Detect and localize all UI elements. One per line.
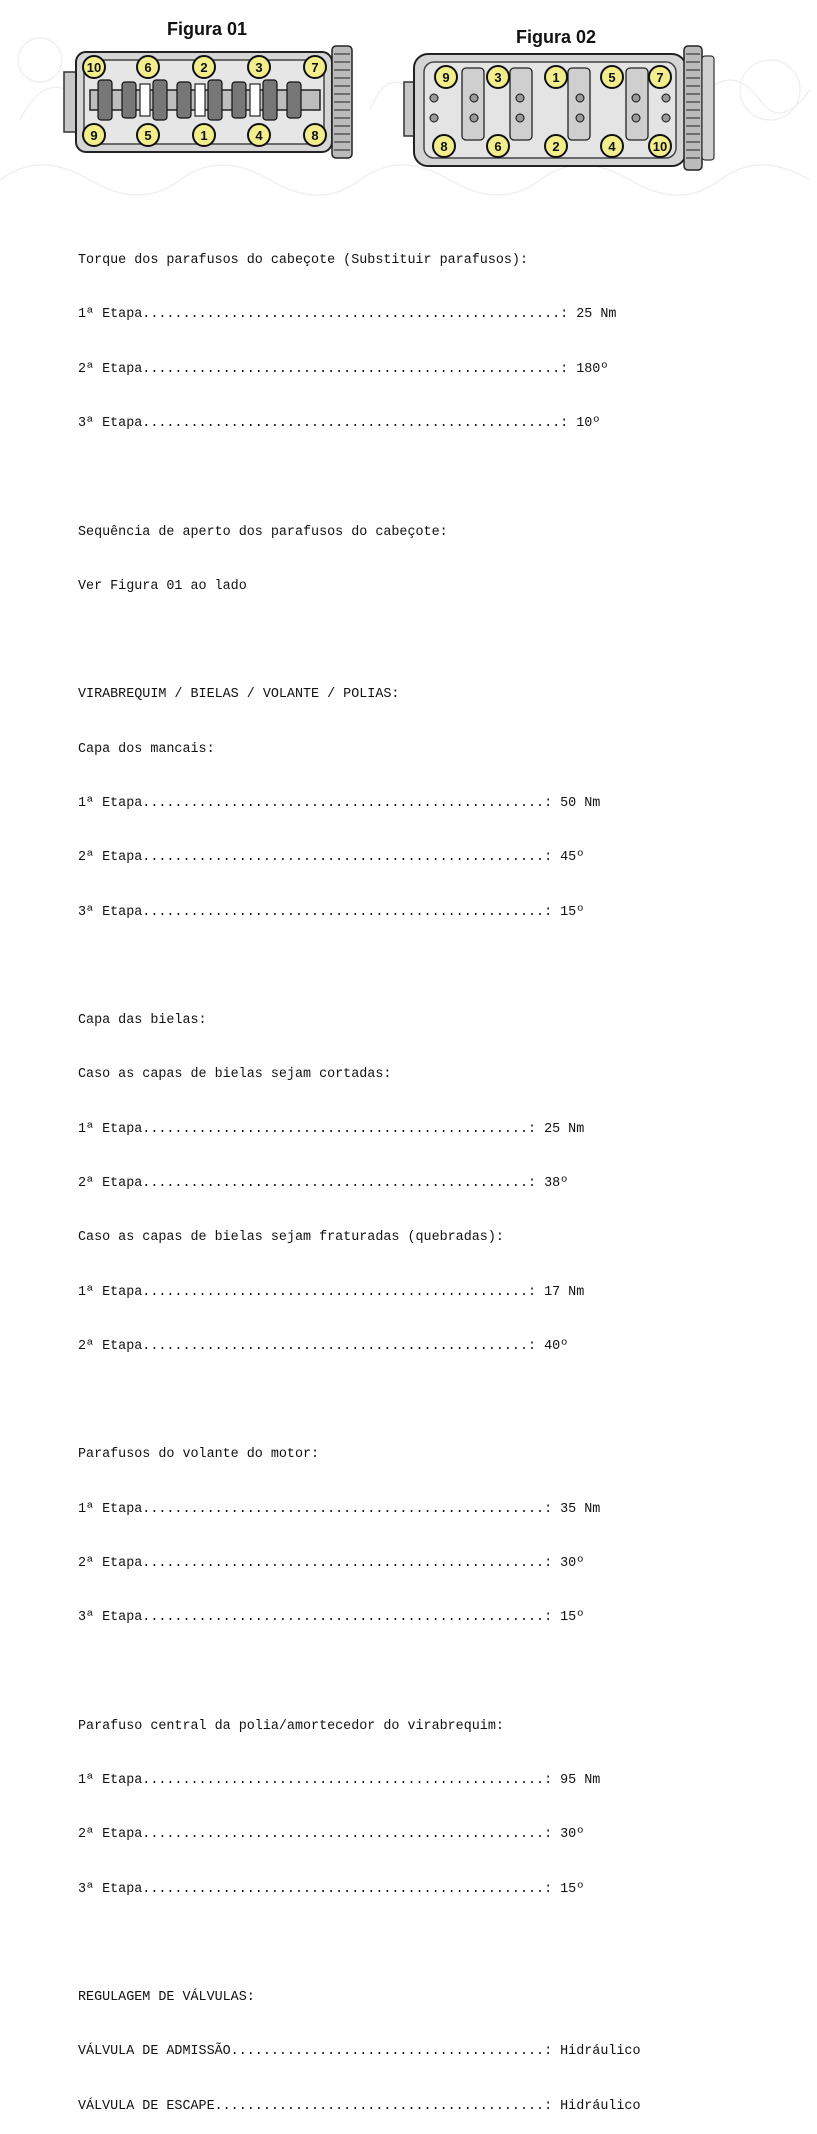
- figure-01-title: Figura 01: [167, 19, 248, 39]
- text-line: 1ª Etapa..................................................: 50 Nm: [78, 796, 601, 811]
- text-line: 3ª Etapa..................................................: 15º: [78, 904, 585, 920]
- fig2-bolt-bottom-5: 10: [652, 139, 668, 154]
- fig1-bolt-bottom-3: 1: [200, 128, 208, 143]
- text-line: 1ª Etapa..................................................: 95 Nm: [78, 1773, 601, 1789]
- text-line: 3ª Etapa....................................................: 10º: [78, 416, 601, 432]
- text-line: 2ª Etapa....................................................: 180º: [78, 361, 609, 377]
- fig1-bolt-bottom-2: 5: [144, 128, 152, 143]
- text-line: Caso as capas de bielas sejam cortadas:: [78, 1067, 392, 1083]
- fig1-bolt-top-4: 3: [255, 60, 263, 75]
- text-line: [78, 1392, 798, 1410]
- text-line: 1ª Etapa....................................................: 25 Nm: [78, 307, 617, 323]
- text-line: Parafuso central da polia/amortecedor do virabrequim:: [78, 1718, 504, 1734]
- text-line: 1ª Etapa................................................: 25 Nm: [78, 1121, 585, 1137]
- fig1-bolt-top-2: 6: [144, 60, 152, 75]
- figure-02-title: Figura 02: [516, 27, 597, 47]
- fig2-bolt-bottom-3: 2: [552, 139, 560, 154]
- text-line: Caso as capas de bielas sejam fraturadas (quebradas):: [78, 1230, 504, 1246]
- fig1-bolt-bottom-1: 9: [90, 128, 98, 143]
- fig2-bolt-bottom-1: 8: [440, 139, 448, 154]
- text-line: 3ª Etapa..................................................: 15º: [78, 1881, 585, 1897]
- text-line: [78, 632, 798, 650]
- torque-specs-text: [78, 216, 798, 2134]
- fig1-bolt-bottom-4: 4: [255, 128, 263, 143]
- fig2-bolt-top-1: 9: [442, 70, 450, 85]
- text-line: 3ª Etapa..................................................: 15º: [78, 1610, 585, 1626]
- text-line: [78, 1664, 798, 1682]
- text-line: Capa das bielas:: [78, 1013, 207, 1029]
- fig1-bolt-top-3: 2: [200, 60, 208, 75]
- text-line: [78, 1935, 798, 1953]
- text-line: 2ª Etapa..................................................: 30º: [78, 1555, 585, 1571]
- text-line: Capa dos mancais:: [78, 741, 215, 757]
- text-line: Torque dos parafusos do cabeçote (Substituir parafusos):: [78, 253, 528, 269]
- fig2-bolt-top-5: 7: [656, 70, 664, 85]
- fig2-bolt-bottom-2: 6: [494, 139, 502, 154]
- text-line: 2ª Etapa................................................: 40º: [78, 1338, 569, 1354]
- fig2-bolt-bottom-4: 4: [608, 139, 616, 154]
- text-line: 2ª Etapa................................................: 38º: [78, 1175, 569, 1191]
- text-line: Ver Figura 01 ao lado: [78, 578, 247, 594]
- fig1-bolt-bottom-5: 8: [311, 128, 319, 143]
- text-line: VIRABREQUIM / BIELAS / VOLANTE / POLIAS:: [78, 687, 400, 703]
- text-line: Sequência de aperto dos parafusos do cabeçote:: [78, 524, 448, 540]
- text-line: [78, 958, 798, 976]
- fig1-bolt-top-1: 10: [86, 60, 102, 75]
- text-line: Parafusos do volante do motor:: [78, 1447, 320, 1463]
- text-line: [78, 469, 798, 487]
- figures-area: [0, 0, 817, 210]
- text-line: REGULAGEM DE VÁLVULAS:: [78, 1990, 255, 2006]
- fig2-bolt-top-4: 5: [608, 70, 616, 85]
- text-line: 2ª Etapa..................................................: 45º: [78, 850, 585, 866]
- fig2-bolt-top-2: 3: [494, 70, 502, 85]
- text-line: 2ª Etapa..................................................: 30º: [78, 1827, 585, 1843]
- fig2-bolt-top-3: 1: [552, 70, 560, 85]
- text-line: VÁLVULA DE ESCAPE.........................................: Hidráulico: [78, 2098, 641, 2114]
- text-line: VÁLVULA DE ADMISSÃO.......................................: Hidráulico: [78, 2044, 641, 2060]
- text-line: 1ª Etapa................................................: 17 Nm: [78, 1284, 585, 1300]
- figure-02-diagram: [0, 0, 817, 210]
- text-line: 1ª Etapa..................................................: 35 Nm: [78, 1501, 601, 1517]
- fig1-bolt-top-5: 7: [311, 60, 319, 75]
